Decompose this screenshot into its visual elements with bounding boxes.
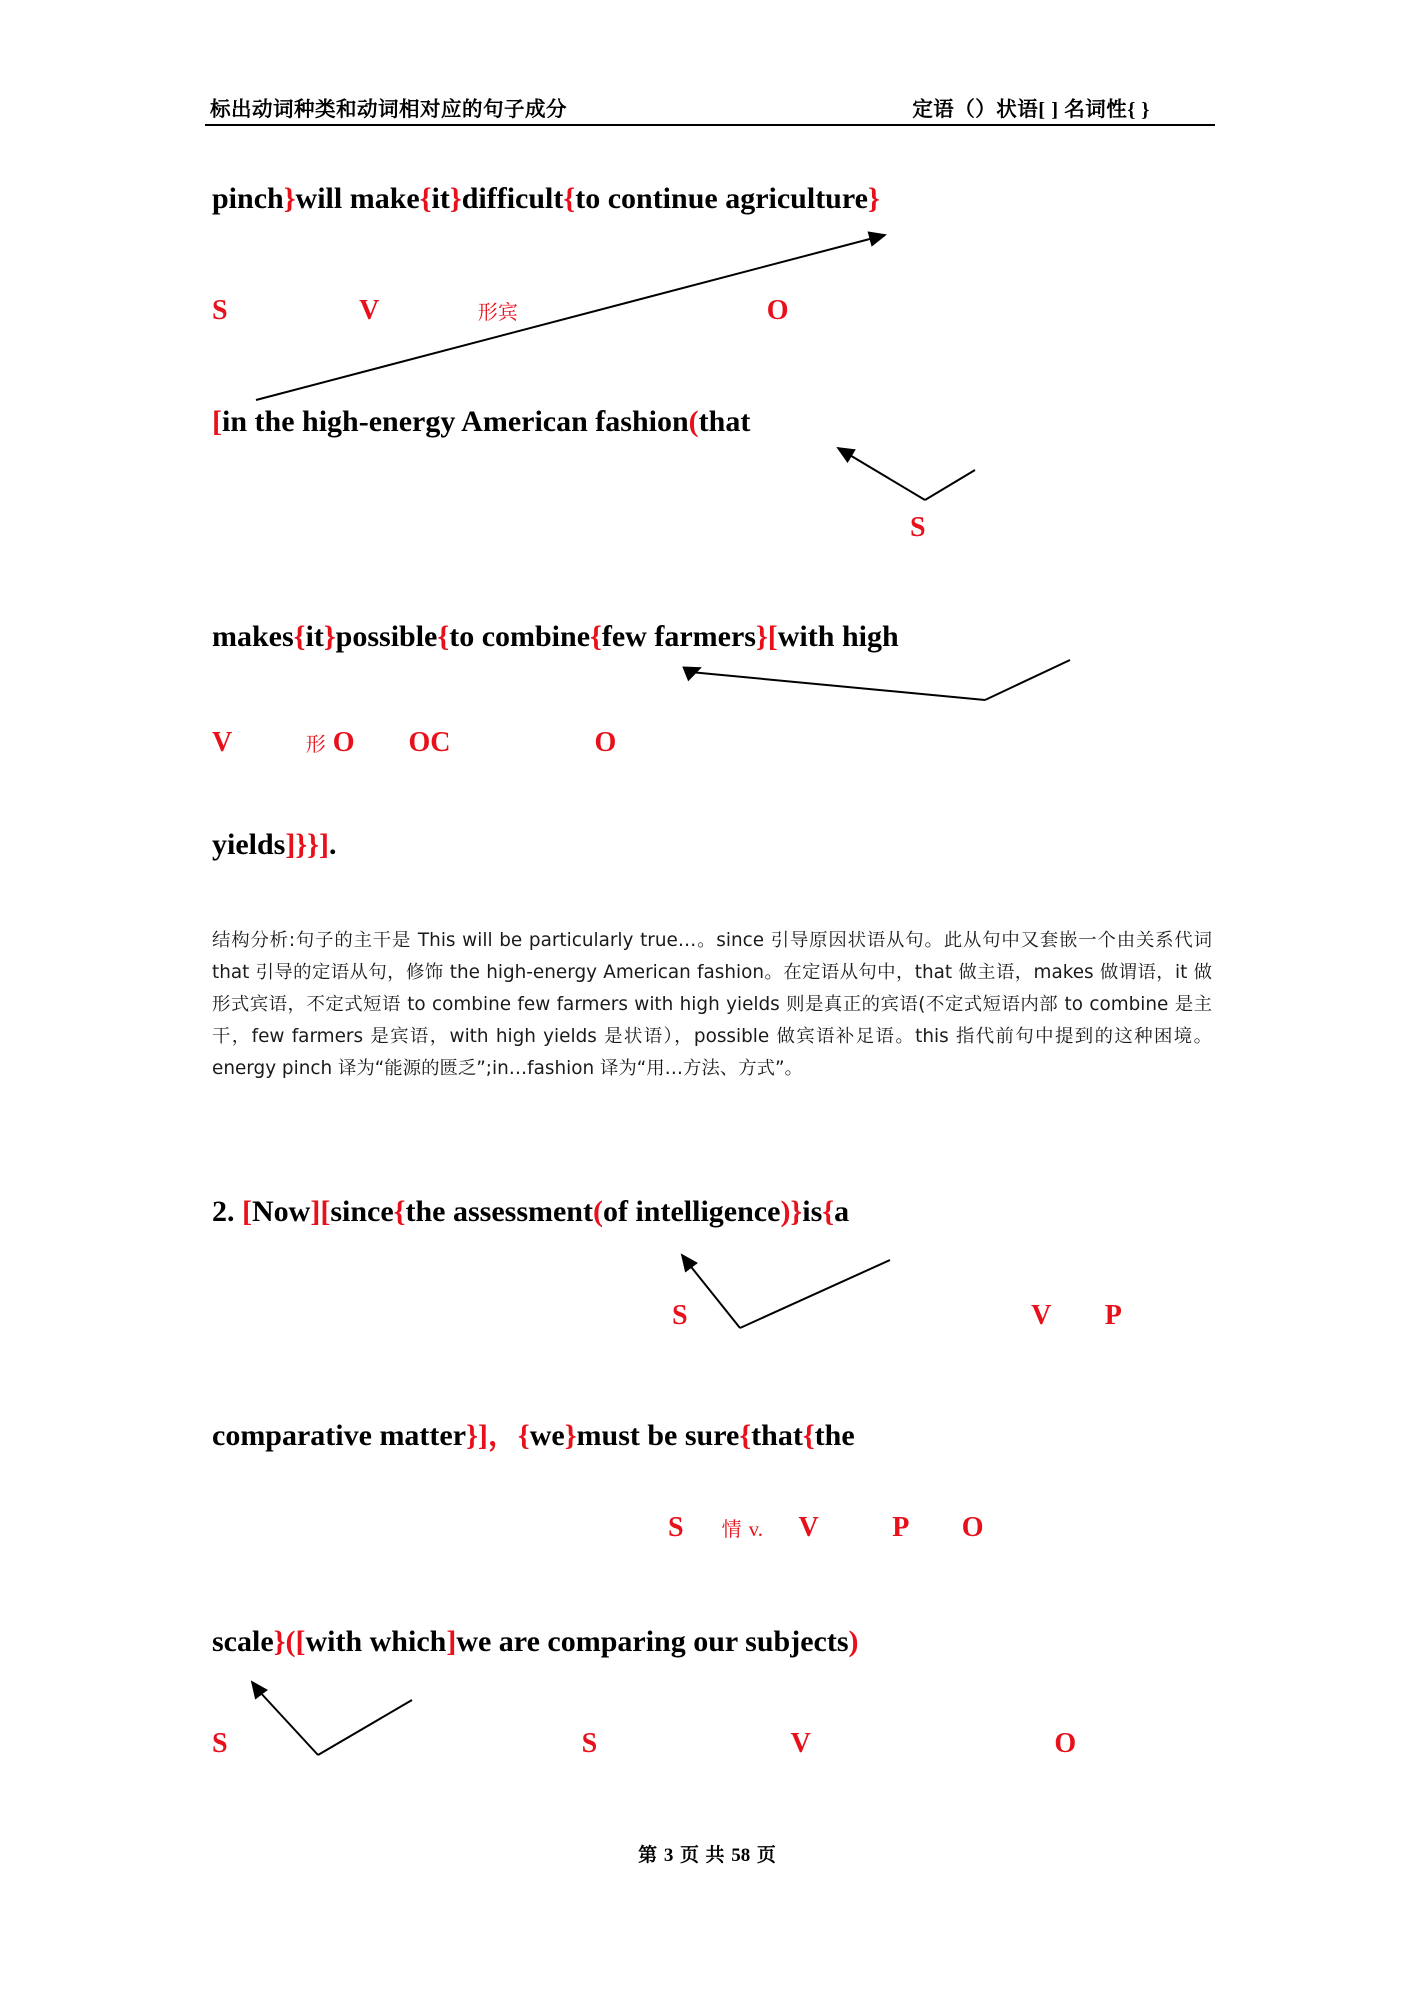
sentence-segment: the assessment (405, 1195, 593, 1228)
header-divider (205, 124, 1215, 126)
sentence-segment: [ (295, 1625, 306, 1658)
sentence-segment: makes (212, 620, 294, 653)
sentence-segment: } (283, 182, 296, 215)
annotation-p5: P (892, 1512, 908, 1543)
sentence-segment: ] (446, 1625, 457, 1658)
analysis-text: 句子的主干是 This will be particularly true…。since 引导原因状语从句。此从句中又套嵌一个由关系代词 that 引导的定语从句，修饰 the high-energy American fashion。在定语从句中，that 做主语，makes 做谓语，it 做形式宾语，不定式短语 to combine few farmers with high yields 则是真正的宾语(不定式短语内部 to combine 是主干，few farmers 是宾语，with high yields 是状语），possible 做宾语补足语。this 指代前句中提到的这种困境。energy pinch 译为“能源的匮乏”;in…fashion 译为“用…方法、方式”。 (212, 930, 1212, 1079)
sentence-segment: Now (252, 1195, 311, 1228)
sentence-line-6 (212, 1410, 855, 1454)
sentence-segment: } (323, 620, 336, 653)
sentence-segment: { (802, 1419, 815, 1452)
sentence-segment: to continue agriculture (575, 182, 868, 215)
sentence-segment: { (822, 1195, 835, 1228)
sentence-segment: ( (688, 405, 699, 438)
annotation-row-2 (910, 512, 926, 544)
sentence-segment: with high (777, 620, 899, 653)
sentence-line-1 (212, 182, 880, 216)
sentence-segment: { (437, 620, 450, 653)
header-left-text: 标出动词种类和动词相对应的句子成分 (210, 99, 567, 121)
annotation-v: V (359, 295, 379, 326)
sentence-segment: )} (780, 1195, 803, 1228)
sentence-segment: { (563, 182, 576, 215)
sentence-segment: difficult (461, 182, 564, 215)
sentence-segment: we are comparing our subjects (456, 1625, 849, 1658)
sentence-segment: possible (335, 620, 438, 653)
sentence-segment: } (755, 620, 768, 653)
sentence-line-4 (212, 828, 336, 862)
sentence-line-7 (212, 1625, 859, 1659)
footer-total-pages: 58 (731, 1845, 751, 1866)
sentence-segment: scale (212, 1625, 274, 1658)
page-header (210, 92, 1210, 122)
sentence-segment: { (590, 620, 602, 653)
sentence-segment: pinch (212, 182, 284, 215)
sentence-segment: it (305, 620, 324, 653)
page-footer (0, 1840, 1414, 1867)
sentence-segment: ， (487, 1419, 518, 1452)
annotation-s4: S (672, 1300, 688, 1331)
footer-prefix: 第 (638, 1844, 658, 1866)
sentence-segment: to combine (449, 620, 591, 653)
annotation-o6: O (1054, 1728, 1077, 1759)
sentence-segment: { (393, 1195, 406, 1228)
sentence-line-3 (212, 620, 899, 654)
sentence-segment: ][ (310, 1195, 331, 1228)
annotation-v4: V (1031, 1300, 1051, 1331)
annotation-row-5 (668, 1512, 984, 1544)
sentence-segment: } (449, 182, 462, 215)
structure-analysis (212, 925, 1212, 1085)
sentence-segment: [ (767, 620, 778, 653)
sentence-segment: ( (592, 1195, 603, 1228)
annotation-row-1 (212, 295, 789, 327)
sentence-segment: in the high-energy American fashion (222, 405, 689, 438)
annotation-o5: O (961, 1512, 984, 1543)
sentence-segment: { (517, 1419, 530, 1452)
sentence-segment: ) (848, 1625, 859, 1658)
annotation-xingbin: 形宾 (477, 300, 518, 324)
annotation-xing: 形 (305, 732, 326, 756)
annotation-v3: V (212, 727, 232, 758)
sentence-segment: will make (295, 182, 420, 215)
annotation-p4: P (1104, 1300, 1122, 1331)
sentence-segment: [ (212, 405, 222, 438)
annotation-o: O (766, 295, 789, 326)
annotation-s5: S (668, 1512, 684, 1543)
sentence-segment: }( (273, 1625, 296, 1658)
sentence-segment: comparative matter (212, 1419, 467, 1452)
annotation-row-4 (672, 1300, 1122, 1332)
annotation-s6b: S (581, 1728, 598, 1759)
sentence-segment: is (802, 1195, 823, 1228)
sentence-segment: a (834, 1195, 850, 1228)
sentence-segment: { (293, 620, 306, 653)
sentence-line-2 (212, 405, 750, 439)
sentence-segment: { (739, 1419, 752, 1452)
sentence-segment: of intelligence (602, 1195, 781, 1228)
sentence-segment: ]}}] (285, 828, 329, 861)
sentence-segment: }] (466, 1419, 488, 1452)
sentence-segment: [ (234, 1195, 252, 1228)
sentence-segment: it (431, 182, 450, 215)
annotation-s: S (212, 295, 228, 326)
sentence-segment: with which (305, 1625, 447, 1658)
sentence-segment: { (419, 182, 432, 215)
sentence-segment: few farmers (601, 620, 756, 653)
annotation-o3: O (332, 727, 355, 758)
annotation-qing: 情 (721, 1517, 742, 1541)
sentence-segment: 2. (212, 1195, 235, 1228)
sentence-segment: since (330, 1195, 394, 1228)
annotation-row-6 (212, 1728, 1076, 1760)
footer-suffix: 页 (756, 1844, 776, 1866)
annotation-v5: V (798, 1512, 819, 1543)
sentence-segment: } (867, 182, 880, 215)
sentence-segment: that (698, 405, 751, 438)
sentence-segment: that (751, 1419, 803, 1452)
analysis-label: 结构分析: (212, 930, 296, 951)
sentence-segment: must be sure (576, 1419, 740, 1452)
footer-mid: 页 共 (679, 1844, 725, 1866)
annotation-oc: OC (408, 727, 451, 758)
sentence-segment: we (529, 1419, 565, 1452)
sentence-segment: . (328, 828, 337, 861)
annotation-v-dot: v. (748, 1517, 763, 1541)
sentence-segment: yields (212, 828, 286, 861)
annotation-s6: S (212, 1728, 228, 1759)
annotation-row-3 (212, 727, 616, 759)
sentence-segment: } (564, 1419, 577, 1452)
header-right-text: 定语（）状语[ ] 名词性{ } (912, 99, 1150, 121)
annotation-v6: V (790, 1728, 811, 1759)
sentence-line-5 (212, 1195, 849, 1229)
sentence-segment: the (814, 1419, 855, 1452)
annotation-o3b: O (594, 727, 617, 758)
footer-page-number: 3 (663, 1845, 674, 1866)
annotation-s2: S (910, 512, 926, 543)
